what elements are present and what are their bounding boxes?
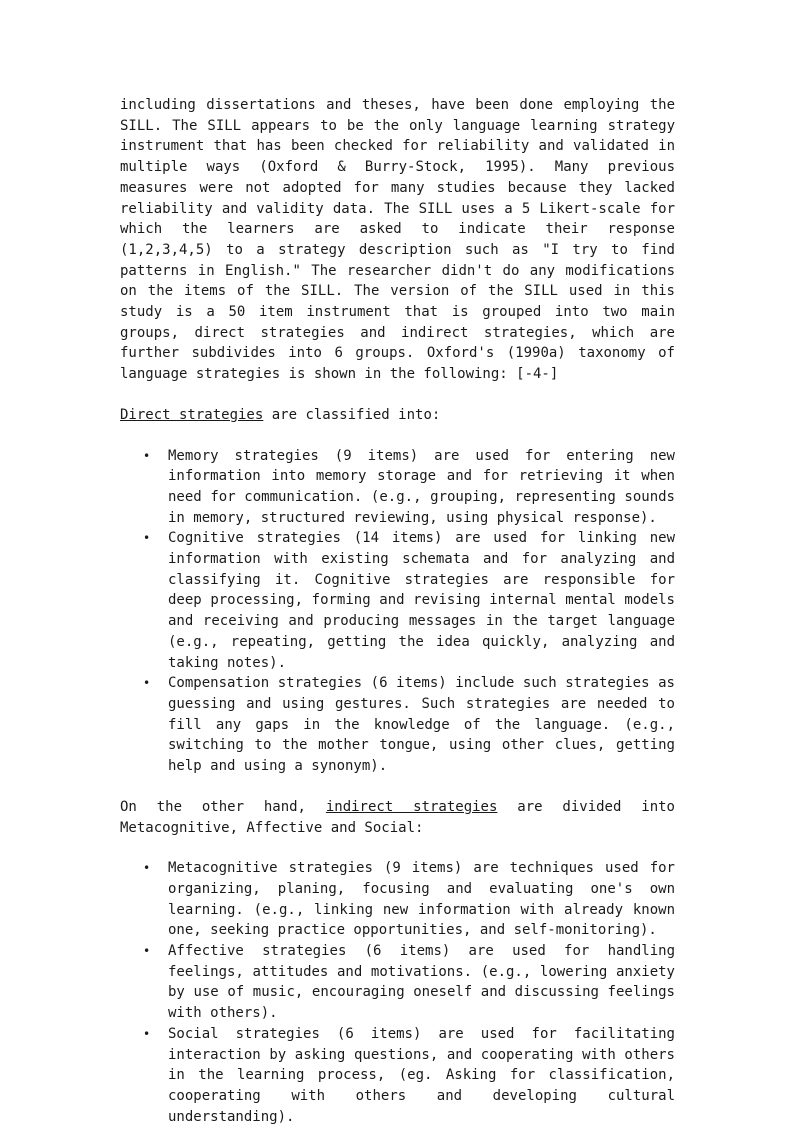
- bullet-icon: •: [143, 1026, 151, 1041]
- list-item: [143, 446, 675, 529]
- list-item: [143, 941, 675, 1024]
- memory-strategies-text: Memory strategies (9 items) are used for entering new information into memory storage and for retrieving it when need for communication. (e.g., grouping, representing sounds in memory, structured reviewing, using physical response).: [168, 447, 675, 526]
- direct-strategies-list: [120, 446, 675, 777]
- bullet-icon: •: [143, 531, 151, 546]
- metacognitive-strategies-text: Metacognitive strategies (9 items) are techniques used for organizing, planing, focusing and evaluating one's own learning. (e.g., linking new information with already known one, seeking practice opportunities, and self-monitoring).: [168, 860, 675, 939]
- bullet-icon: •: [143, 944, 151, 959]
- bullet-icon: •: [143, 676, 151, 691]
- list-item: [143, 858, 675, 941]
- direct-strategies-term: Direct strategies: [120, 406, 264, 423]
- indirect-strategies-list: [120, 858, 675, 1127]
- bullet-icon: •: [143, 448, 151, 463]
- compensation-strategies-text: Compensation strategies (6 items) include such strategies as guessing and using gestures. Such strategies are needed to fill any gaps in the knowledge of the language. (e.g., switching to the mother tongue, using other clues, getting help and using a synonym).: [168, 675, 675, 775]
- direct-strategies-heading: [120, 405, 675, 426]
- indirect-strategies-heading: [120, 797, 675, 838]
- list-item: [143, 673, 675, 777]
- list-item: [143, 528, 675, 673]
- direct-strategies-heading-rest: are classified into:: [263, 406, 441, 423]
- bullet-icon: •: [143, 861, 151, 876]
- social-strategies-text: Social strategies (6 items) are used for facilitating interaction by asking questions, and cooperating with others in the learning process, (eg. Asking for classification, cooperating with others and developing cultural understanding).: [168, 1025, 675, 1125]
- indirect-strategies-term: indirect strategies: [325, 798, 498, 815]
- intro-paragraph: including dissertations and theses, have been done employing the SILL. The SILL appears to be the only language learning strategy instrument that has been checked for reliability and validated in multiple ways (Oxford & Burry-Stock, 1995). Many previous measures were not adopted for many studies because they lacked reliability and validity data. The SILL uses a 5 Likert-scale for which the learners are asked to indicate their response (1,2,3,4,5) to a strategy description such as "I try to find patterns in English." The researcher didn't do any modifications on the items of the SILL. The version of the SILL used in this study is a 50 item instrument that is grouped into two main groups, direct strategies and indirect strategies, which are further subdivides into 6 groups. Oxford's (1990a) taxonomy of language strategies is shown in the following: [-4-]: [120, 97, 675, 383]
- affective-strategies-text: Affective strategies (6 items) are used for handling feelings, attitudes and motivations. (e.g., lowering anxiety by use of music, encouraging oneself and discussing feelings with others).: [168, 943, 675, 1022]
- list-item: [143, 1024, 675, 1127]
- indirect-strategies-heading-rest: are divided into Metacognitive, Affective and Social:: [120, 798, 675, 836]
- cognitive-strategies-text: Cognitive strategies (14 items) are used for linking new information with existing schemata and for analyzing and classifying it. Cognitive strategies are responsible for deep processing, forming and revising internal mental models and receiving and producing messages in the target language (e.g., repeating, getting the idea quickly, analyzing and taking notes).: [168, 530, 675, 671]
- indirect-strategies-heading-prefix: On the other hand,: [120, 798, 326, 815]
